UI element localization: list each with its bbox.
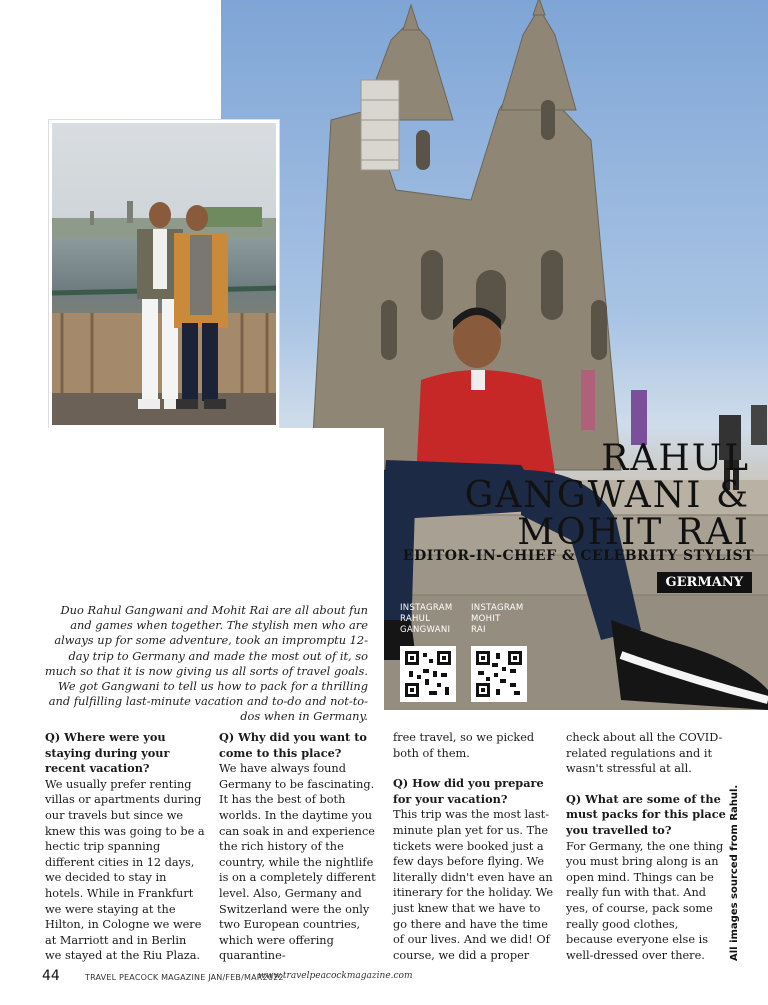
question-4: Q) What are some of the must packs for this place you travelled to? [566,791,726,837]
qr-code-icon [403,649,453,699]
column-3 [393,730,553,978]
qr-code-icon [474,649,524,699]
title-line-3: MOHIT RAI [517,512,750,553]
footer-url[interactable]: www.travelpeacockmagazine.com [258,971,413,981]
column-1 [45,730,205,979]
image-credit: All images sourced from Rahul. [729,784,740,961]
intro-paragraph: Duo Rahul Gangwani and Mohit Rai are all about fun and games when together. The stylish men who are always up for some adventure, took an impromptu 12-day trip to Germany and made the most out of it, so much so that it is now giving us all sorts of travel goals. We got Gangwani to tell us how to pack for a thrilling and fulfilling last-minute vacation and to-do and not-to-dos when in Germany. [44,603,368,724]
question-2: Q) Why did you want to come to this place? [219,730,367,760]
article-title [465,440,750,551]
answer-3: This trip was the most last-minute plan yet for us. The tickets were booked just a few days before flying. We literally didn't even have an itinerary for the holiday. We just knew that we have to go there and have the time of our lives. And we did! Of course, we did a proper [393,808,554,962]
qr-code-rahul[interactable] [400,646,456,702]
answer-3-continued: check about all the COVID-related regulations and it wasn't stressful at all. [566,731,723,776]
column-4 [566,730,726,978]
qr-code-mohit[interactable] [471,646,527,702]
article-subtitle: EDITOR-IN-CHIEF & CELEBRITY STYLIST [402,548,754,564]
country-badge: GERMANY [657,572,752,593]
column-2 [219,730,379,979]
question-1: Q) Where were you staying during your recent vacation? [45,730,170,776]
instagram-label-rahul: INSTAGRAM RAHUL GANGWANI [400,603,453,635]
title-line-2: GANGWANI & [464,475,750,516]
footer-magazine: TRAVEL PEACOCK MAGAZINE JAN/FEB/MAR2022 [85,973,284,982]
answer-1: We usually prefer renting villas or apartments during our travels but since we knew this was going to be a hectic trip spanning different cities in 12 days, we decided to stay in hotels. While in Frankfurt we were staying at the Hilton, in Cologne we were at Marriott and in Berlin we stayed at the Riu Plaza. [45,777,205,963]
answer-2-continued: free travel, so we picked both of them. [393,731,535,760]
page-number: 44 [42,968,60,984]
answer-4: For Germany, the one thing you must bring along is an open mind. Things can be really fun with that. And yes, of course, pack some really good clothes, because everyone else is well-dressed over there. [566,839,724,962]
question-3: Q) How did you prepare for your vacation? [393,776,544,806]
instagram-label-mohit: INSTAGRAM MOHIT RAI [471,603,524,635]
inset-photo [49,120,279,428]
answer-2: We have always found Germany to be fascinating. It has the best of both worlds. In the daytime you can soak in and experience the rich history of the country, while the nightlife is on a completely different level. Also, Germany and Switzerland were the only two European countries, which were offering quarantine- [219,762,376,963]
title-line-1: RAHUL [601,438,750,479]
